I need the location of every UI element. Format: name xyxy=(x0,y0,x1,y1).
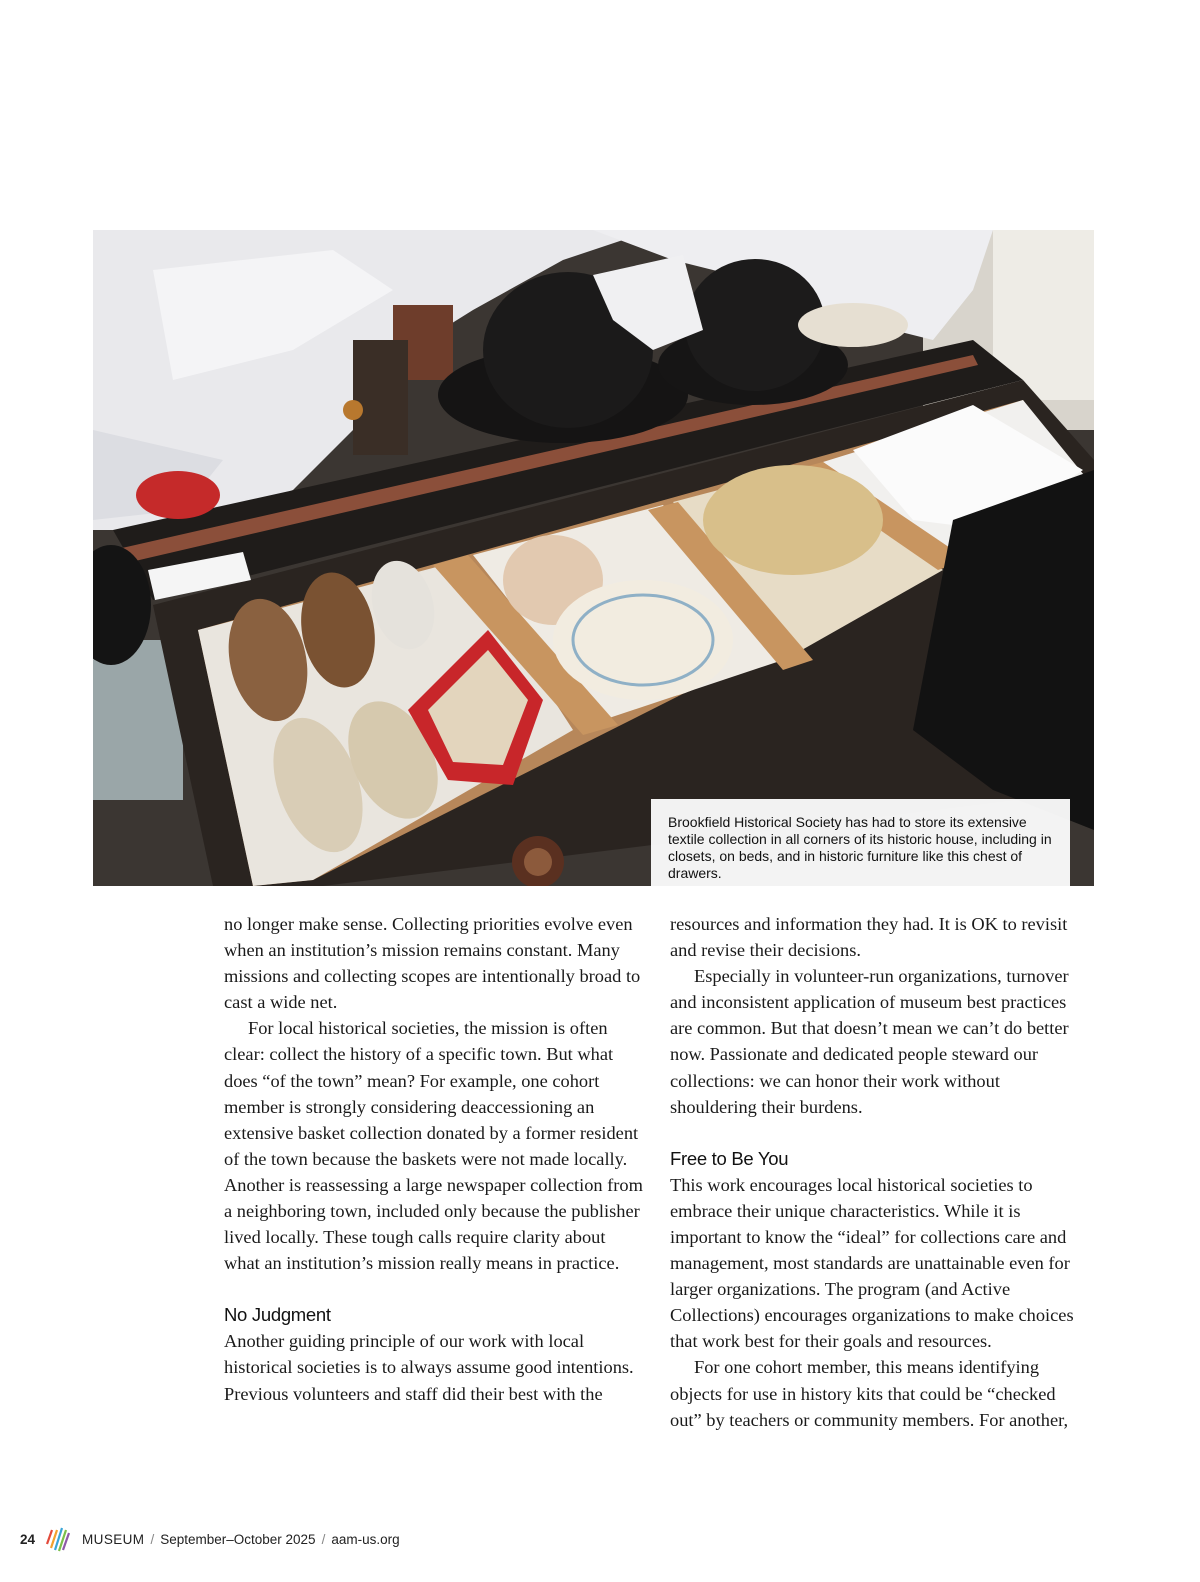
footer-separator-1: / xyxy=(150,1531,155,1547)
photo-caption: Brookfield Historical Society has had to store its extensive textile collection in all corners of its historic house, including in closets, on beds, and in historic furniture like this chest of drawers. xyxy=(651,799,1070,886)
section-heading-free-to-be-you: Free to Be You xyxy=(670,1147,789,1169)
aam-stripes-logo-icon xyxy=(44,1524,70,1554)
left-paragraph-2: For local historical societies, the mission is often clear: collect the history of a specific town. But what does “of the town” mean? For example, one cohort member is strongly considering deaccessioning an extensive basket collection donated by a former resident of the town because the baskets were not made locally. Another is reassessing a large newspaper collection from a neighboring town, included only because the publisher lived locally. These tough calls require clarity about what an institution’s mission really means in practice. xyxy=(224,1018,643,1274)
left-column xyxy=(224,911,644,1407)
right-paragraph-2: Especially in volunteer-run organizations, turnover and inconsistent application of museum best practices are common. But that doesn’t mean we can’t do better now. Passionate and dedicated people steward our collections: we can honor their work without shouldering their burdens. xyxy=(670,966,1069,1117)
footer-separator-2: / xyxy=(321,1531,326,1547)
right-paragraph-3: This work encourages local historical societies to embrace their unique characteristics. While it is important to know the “ideal” for collections care and management, most standards are unattainable even for larger organizations. The program (and Active Collections) encourages organizations to make choices that work best for their goals and resources. xyxy=(670,1174,1074,1352)
right-paragraph-1: resources and information they had. It is OK to revisit and revise their decisions. xyxy=(670,914,1068,961)
left-paragraph-1: no longer make sense. Collecting priorities evolve even when an institution’s mission remains constant. Many missions and collecting scopes are intentionally broad to cast a wide net. xyxy=(224,914,641,1013)
left-paragraph-3: Another guiding principle of our work with local historical societies is to always assume good intentions. Previous volunteers and staff did their best with the xyxy=(224,1331,634,1404)
website-link[interactable]: aam-us.org xyxy=(331,1531,400,1547)
magazine-name: MUSEUM xyxy=(82,1531,145,1547)
photo-illustration xyxy=(93,230,1094,886)
section-heading-no-judgment: No Judgment xyxy=(224,1304,331,1326)
issue-date: September–October 2025 xyxy=(160,1531,316,1547)
page-footer xyxy=(20,1521,620,1557)
right-column xyxy=(670,911,1090,1433)
page-number: 24 xyxy=(20,1531,36,1547)
chest-of-drawers-photo xyxy=(93,230,1094,886)
right-paragraph-4: For one cohort member, this means identifying objects for use in history kits that could be “checked out” by teachers or community members. For another, xyxy=(670,1357,1069,1430)
